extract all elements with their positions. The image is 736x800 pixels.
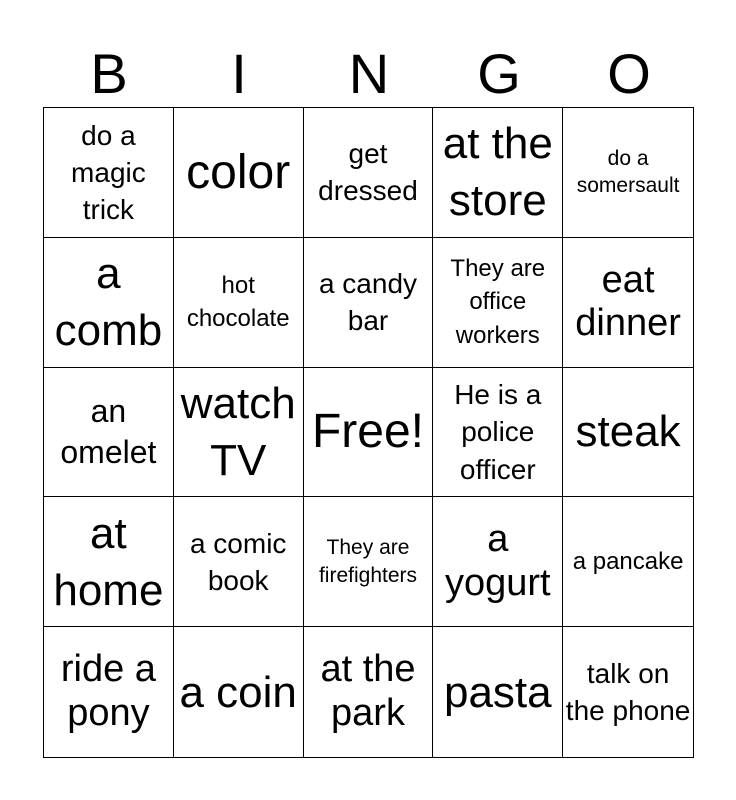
bingo-cell[interactable]	[563, 238, 693, 368]
cell-text: eat dinner	[575, 258, 681, 345]
cell-text: color	[186, 145, 291, 199]
bingo-cell[interactable]	[174, 627, 304, 757]
header-letter-i: I	[231, 42, 247, 105]
cell-text: They are firefighters	[318, 536, 418, 587]
cell-text: a yogurt	[444, 518, 551, 604]
cell-text: They are office workers	[450, 254, 546, 349]
cell-text: a pancake	[572, 547, 684, 575]
bingo-cell[interactable]	[433, 238, 563, 368]
cell-text: Free!	[311, 405, 424, 459]
cell-text: do a somersault	[576, 147, 680, 198]
header-letter-g: G	[477, 42, 521, 105]
cell-text: pasta	[443, 667, 552, 717]
cell-text: He is a police officer	[454, 379, 542, 485]
bingo-cell[interactable]	[563, 368, 693, 498]
cell-text: an omelet	[60, 393, 157, 470]
bingo-cell[interactable]	[44, 497, 174, 627]
cell-text: ride a pony	[60, 648, 156, 735]
bingo-cell[interactable]	[563, 627, 693, 757]
cell-text: a coin	[179, 667, 297, 717]
cell-text: steak	[575, 407, 681, 457]
bingo-cell[interactable]	[304, 497, 434, 627]
bingo-cell[interactable]	[563, 108, 693, 238]
bingo-cell[interactable]	[44, 238, 174, 368]
bingo-cell[interactable]	[433, 368, 563, 498]
cell-text: a comic book	[189, 527, 287, 596]
cell-text: at the park	[320, 648, 416, 735]
cell-text: do a magic trick	[71, 119, 146, 226]
bingo-cell[interactable]	[174, 497, 304, 627]
bingo-cell[interactable]	[304, 627, 434, 757]
header-letter-n: N	[348, 42, 390, 105]
bingo-cell[interactable]	[433, 497, 563, 627]
free-space-cell[interactable]	[304, 368, 434, 498]
cell-text: a candy bar	[318, 267, 418, 337]
cell-text: a comb	[54, 249, 163, 356]
cell-text: at home	[53, 508, 164, 615]
bingo-cell[interactable]	[174, 368, 304, 498]
bingo-cell[interactable]	[433, 627, 563, 757]
bingo-cell[interactable]	[304, 108, 434, 238]
bingo-cell[interactable]	[433, 108, 563, 238]
cell-text: hot chocolate	[186, 271, 290, 333]
bingo-cell[interactable]	[174, 108, 304, 238]
bingo-cell[interactable]	[174, 238, 304, 368]
bingo-card-grid	[43, 107, 694, 758]
header-letter-o: O	[607, 42, 651, 105]
cell-text: watch TV	[180, 378, 296, 485]
bingo-cell[interactable]	[44, 368, 174, 498]
bingo-cell[interactable]	[44, 627, 174, 757]
bingo-cell[interactable]	[44, 108, 174, 238]
bingo-header	[44, 40, 694, 108]
header-letter-b: B	[90, 42, 128, 105]
bingo-cell[interactable]	[304, 238, 434, 368]
cell-text: at the store	[442, 119, 553, 226]
cell-text: get dressed	[318, 138, 418, 207]
bingo-cell[interactable]	[563, 497, 693, 627]
cell-text: talk on the phone	[565, 657, 691, 727]
